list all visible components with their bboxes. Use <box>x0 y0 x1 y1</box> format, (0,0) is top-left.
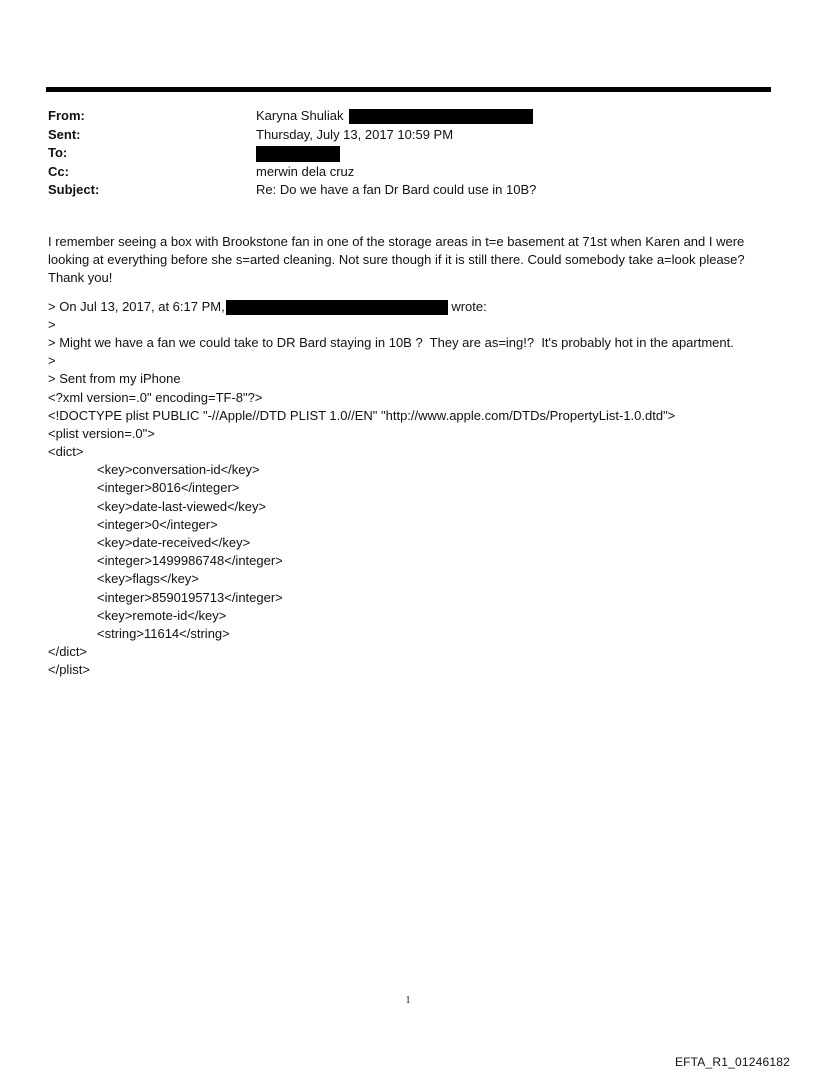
to-row <box>48 144 768 163</box>
quote-blank-line: > <box>48 316 56 332</box>
spacer <box>48 288 778 298</box>
dict-line: <integer>8590195713</integer> <box>97 589 283 605</box>
sent-value: Thursday, July 13, 2017 10:59 PM <box>256 126 454 142</box>
sent-label: Sent: <box>48 126 81 142</box>
email-body <box>48 233 778 680</box>
quote-intro-suffix: wrote: <box>451 298 487 314</box>
redaction-from-email <box>349 109 533 124</box>
redaction-quote-sender <box>226 300 448 315</box>
from-name: Karyna Shuliak <box>256 108 344 123</box>
quote-line: > Might we have a fan we could take to DR Bard staying in 10B ? They are as=ing!? It's probably hot in the apartment. <box>48 334 734 350</box>
subject-value: Re: Do we have a fan Dr Bard could use in 10B? <box>256 182 537 197</box>
cc-row <box>48 163 768 182</box>
dict-line: <key>date-last-viewed</key> <box>97 498 267 514</box>
xml-closing-line: </plist> <box>48 662 90 678</box>
subject-label: Subject: <box>48 182 100 197</box>
dict-line: <key>remote-id</key> <box>97 607 227 623</box>
dict-line: <key>flags</key> <box>97 571 199 587</box>
thanks-line: Thank you! <box>48 270 113 286</box>
xml-line: <?xml version=.0" encoding=TF-8"?> <box>48 389 263 405</box>
dict-line: <integer>1499986748</integer> <box>97 553 283 569</box>
cc-value: merwin dela cruz <box>256 163 355 179</box>
sent-row <box>48 126 768 145</box>
to-label: To: <box>48 145 68 160</box>
xml-line: <!DOCTYPE plist PUBLIC "-//Apple//DTD PLIST 1.0//EN" "http://www.apple.com/DTDs/PropertyList-1.0.dtd"> <box>48 407 676 423</box>
quote-intro <box>48 298 778 316</box>
dict-line: <integer>0</integer> <box>97 516 218 532</box>
email-header <box>48 107 768 200</box>
from-label: From: <box>48 108 85 123</box>
dict-line: <integer>8016</integer> <box>97 480 240 496</box>
to-value <box>256 144 340 163</box>
from-row <box>48 107 768 126</box>
xml-line: <dict> <box>48 444 84 460</box>
page-number: 1 <box>405 995 411 1006</box>
cc-label: Cc: <box>48 163 69 179</box>
body-paragraph: I remember seeing a box with Brookstone fan in one of the storage areas in t=e basement at 71st when Karen and I were looking at everything before she s=arted cleaning. Not sure though if it is still there. Could somebody take a=look please? <box>48 234 748 268</box>
from-value <box>256 107 533 126</box>
dict-line: <key>conversation-id</key> <box>97 462 260 478</box>
quote-intro-prefix: > On Jul 13, 2017, at 6:17 PM, <box>48 298 225 314</box>
xml-line: <plist version=.0"> <box>48 425 155 441</box>
dict-line: <string>11614</string> <box>97 625 230 641</box>
header-rule <box>46 87 771 92</box>
dict-line: <key>date-received</key> <box>97 535 251 551</box>
document-id: EFTA_R1_01246182 <box>674 1055 790 1069</box>
subject-row <box>48 181 768 200</box>
xml-closing-line: </dict> <box>48 644 88 660</box>
redaction-to <box>256 146 340 162</box>
quote-sent-from: > Sent from my iPhone <box>48 371 181 387</box>
quote-blank-line: > <box>48 353 56 369</box>
